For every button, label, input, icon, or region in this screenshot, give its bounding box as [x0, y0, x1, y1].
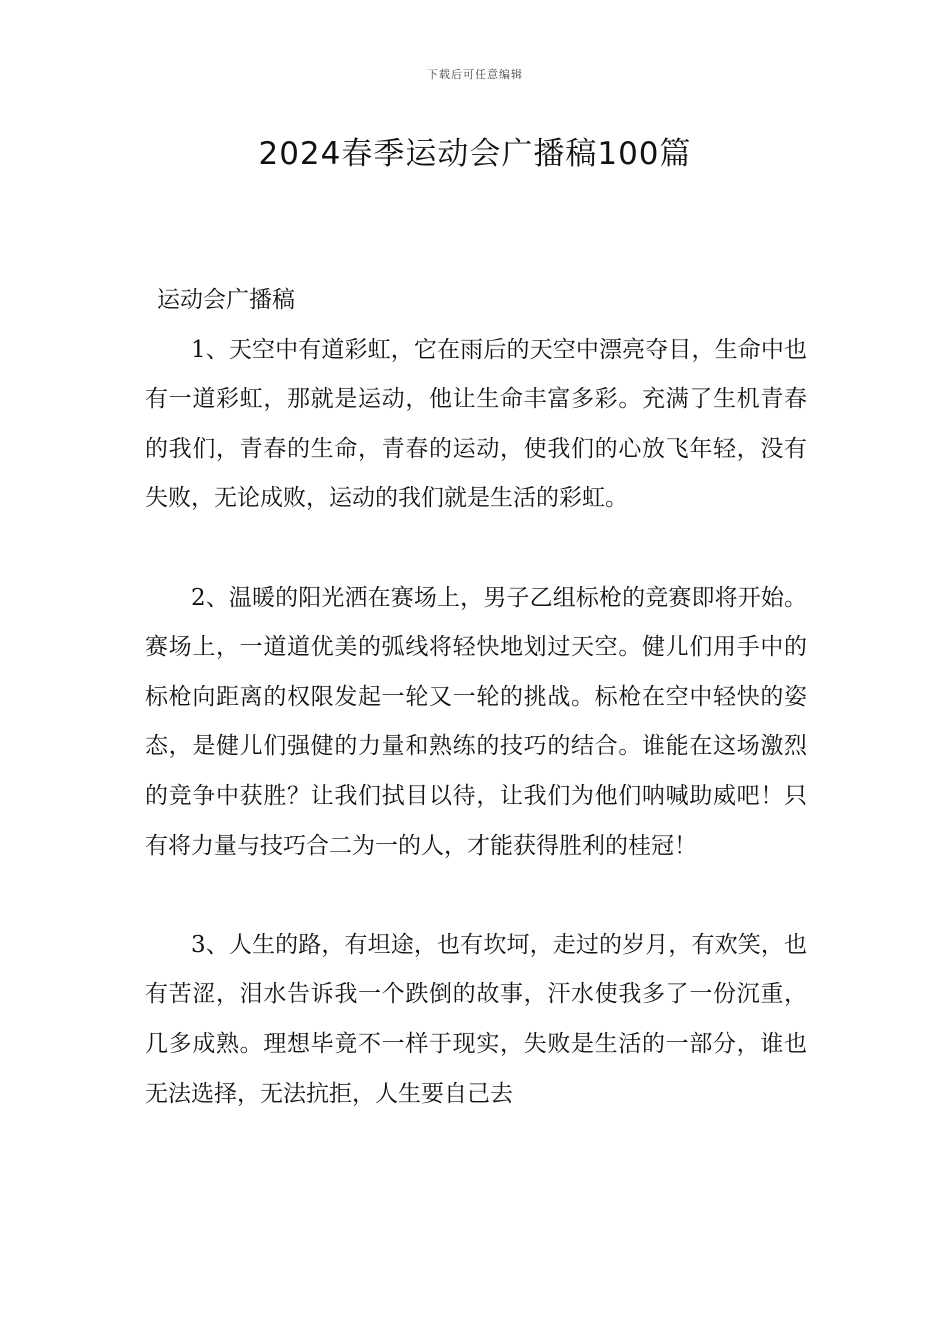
header-note: 下载后可任意编辑	[427, 68, 523, 81]
document-title: 2024春季运动会广播稿100篇	[258, 136, 692, 172]
section-label: 运动会广播稿	[157, 287, 295, 313]
paragraph-2: 2、温暖的阳光洒在赛场上，男子乙组标枪的竞赛即将开始。赛场上，一道道优美的弧线将轻快地划过天空。健儿们用手中的标枪向距离的权限发起一轮又一轮的挑战。标枪在空中轻快的姿态，是健儿们强健的力量和熟练的技巧的结合。谁能在这场激烈的竞争中获胜？让我们拭目以待，让我们为他们呐喊助威吧！只有将力量与技巧合二为一的人，才能获得胜利的桂冠！	[145, 584, 807, 859]
paragraph-3: 3、人生的路，有坦途，也有坎坷，走过的岁月，有欢笑，也有苦涩，泪水告诉我一个跌倒的故事，汗水使我多了一份沉重，几多成熟。理想毕竟不一样于现实，失败是生活的一部分，谁也无法选择，无法抗拒，人生要自己去	[145, 931, 807, 1107]
paragraph-1: 1、天空中有道彩虹，它在雨后的天空中漂亮夺目，生命中也有一道彩虹，那就是运动，他让生命丰富多彩。充满了生机青春的我们，青春的生命，青春的运动，使我们的心放飞年轻，没有失败，无论成败，运动的我们就是生活的彩虹。	[145, 336, 807, 512]
document-body	[145, 276, 807, 1119]
